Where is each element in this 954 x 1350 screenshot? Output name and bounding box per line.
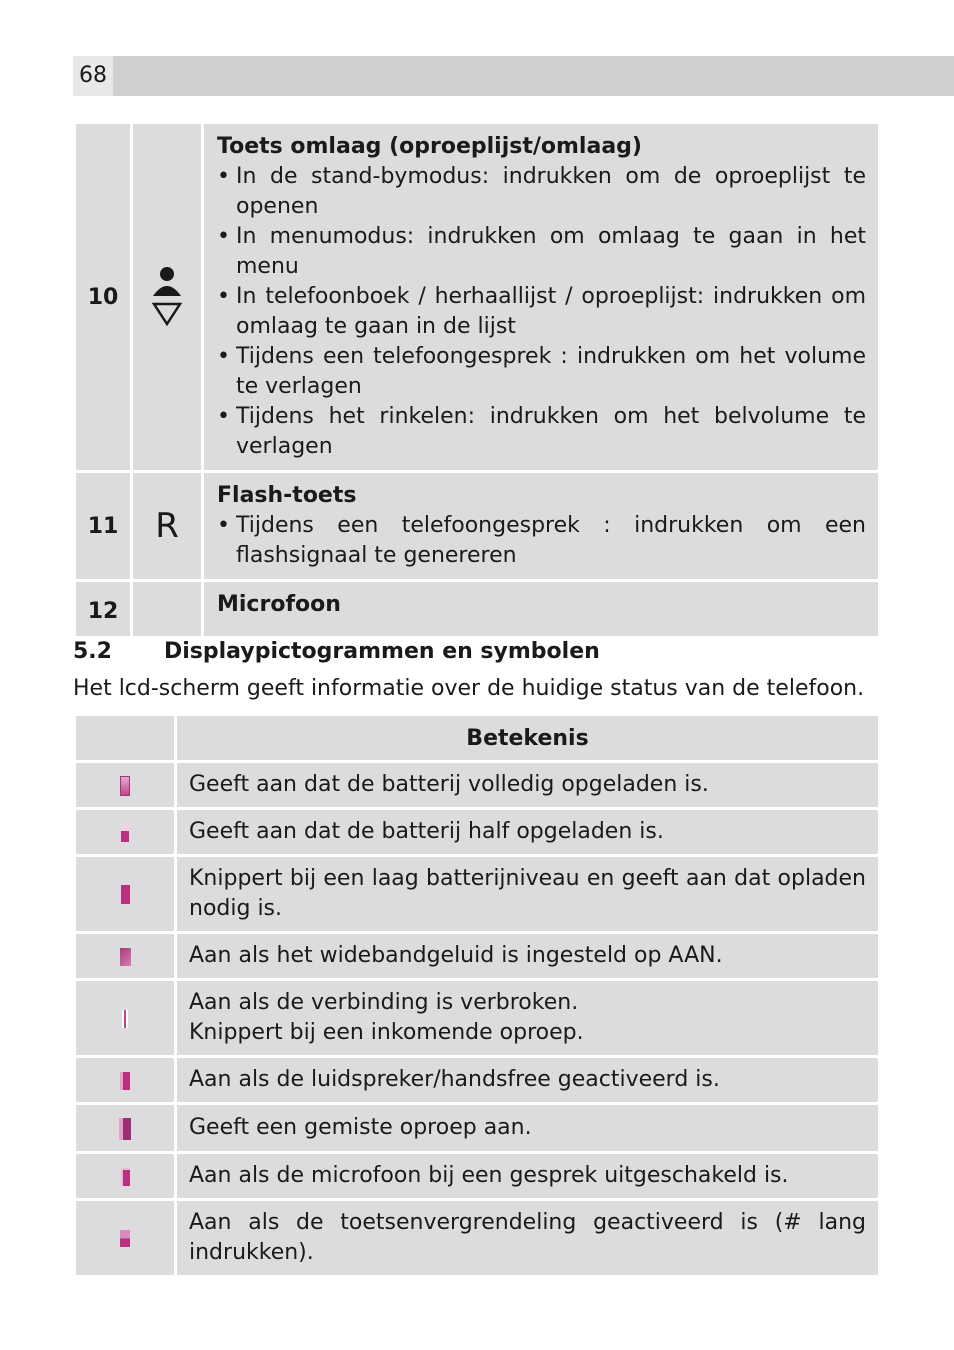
page-number: 68 [73,56,113,96]
icon-meaning: Aan als de luidspreker/handsfree geactiveerd is. [177,1058,878,1102]
section-title: Displaypictogrammen en symbolen [164,639,600,664]
key-title: Flash-toets [217,483,357,508]
table-row [76,981,878,1055]
battery-full-icon [120,776,130,796]
key-title: Toets omlaag (oproeplijst/omlaag) [217,134,642,159]
table-row [76,473,878,579]
icon-meaning-line: Knippert bij een inkomende oproep. [189,1020,584,1045]
key-number: 10 [76,124,130,470]
table-row [76,1105,878,1151]
icon-meaning: Aan als de microfoon bij een gesprek uitgeschakeld is. [177,1154,878,1198]
icon-meaning: Geeft een gemiste oproep aan. [177,1105,878,1151]
icon-meaning: Aan als de toetsenvergrendeling geactiveerd is (# lang indrukken). [177,1201,878,1275]
section-number: 5.2 [73,639,112,664]
section-heading [73,639,600,664]
icon-meaning: Knippert bij een laag batterijniveau en geeft aan dat opladen nodig is. [177,857,878,931]
icons-table [73,713,881,1278]
bullet-list [217,511,866,571]
bullet-list [217,162,866,462]
key-title: Microfoon [217,592,341,617]
icon-meaning: Geeft aan dat de batterij volledig opgeladen is. [177,763,878,807]
list-item: • In de stand-bymodus: indrukken om de oproeplijst te openen [217,162,866,222]
meaning-column-header: Betekenis [177,716,878,760]
key-description [204,124,878,470]
battery-low-icon [121,885,130,904]
icon-meaning [177,981,878,1055]
table-row [76,582,878,636]
key-number: 11 [76,473,130,579]
wideband-icon [120,948,131,966]
key-description [204,582,878,636]
flash-key-symbol: R [133,473,201,579]
volume-down-icon [133,124,201,470]
page-header-bar [73,56,954,96]
icon-meaning: Aan als het widebandgeluid is ingesteld op AAN. [177,934,878,978]
icon-meaning: Geeft aan dat de batterij half opgeladen is. [177,810,878,854]
icon-meaning-line: Aan als de verbinding is verbroken. [189,990,579,1015]
line-icon [122,1010,128,1028]
table-row [76,857,878,931]
list-item: • In telefoonboek / herhaallijst / oproeplijst: indrukken om omlaag te gaan in de lijst [217,282,866,342]
speaker-icon [120,1072,130,1090]
list-item: • Tijdens het rinkelen: indrukken om het belvolume te verlagen [217,402,866,462]
missed-call-icon [119,1118,131,1140]
list-item: • In menumodus: indrukken om omlaag te gaan in het menu [217,222,866,282]
table-row [76,124,878,470]
table-header-row [76,716,878,760]
table-row [76,934,878,978]
key-description [204,473,878,579]
icon-column-header [76,716,174,760]
mute-icon [121,1168,130,1186]
table-row [76,1058,878,1102]
list-item: • Tijdens een telefoongesprek : indrukken om het volume te verlagen [217,342,866,402]
table-row [76,1154,878,1198]
list-item: • Tijdens een telefoongesprek : indrukken om een flashsignaal te genereren [217,511,866,571]
keys-table [73,121,881,639]
keylock-icon [120,1230,130,1247]
table-row [76,763,878,807]
section-intro: Het lcd-scherm geeft informatie over de huidige status van de telefoon. [73,676,865,701]
table-row [76,810,878,854]
empty-symbol-cell [133,582,201,636]
key-number: 12 [76,582,130,636]
battery-half-icon [121,824,129,842]
table-row [76,1201,878,1275]
